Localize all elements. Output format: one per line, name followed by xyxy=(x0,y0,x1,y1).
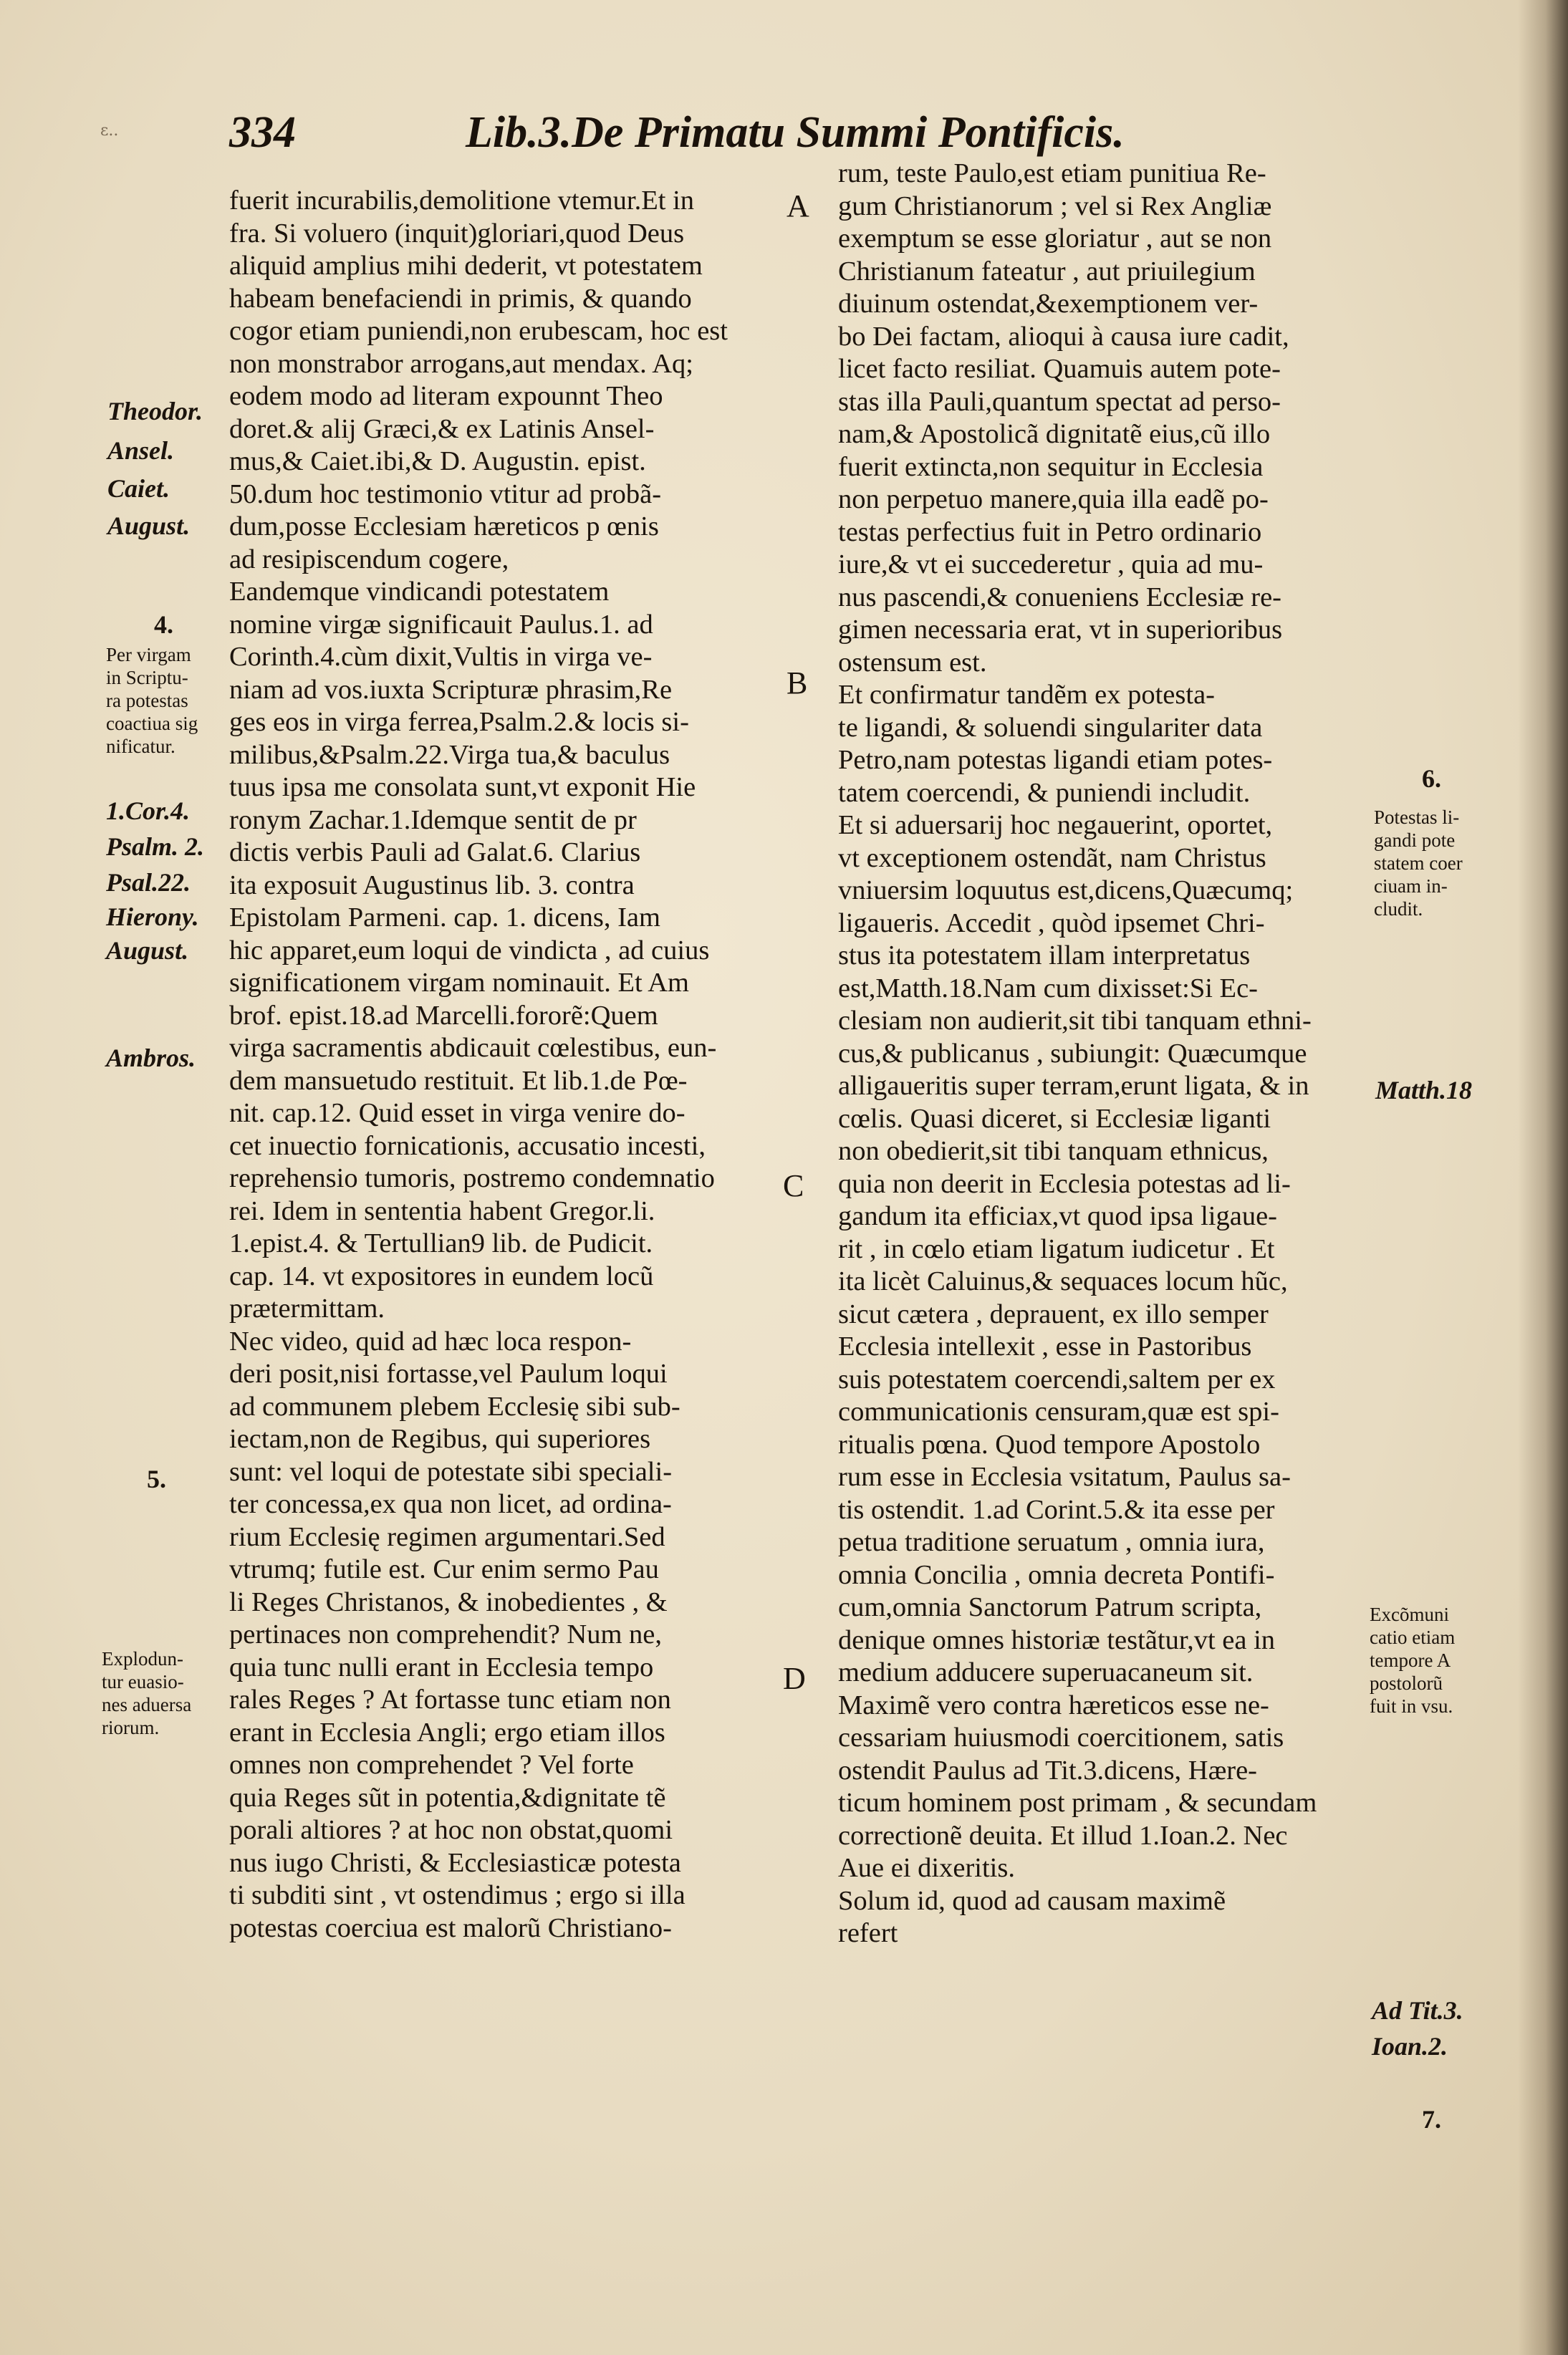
text-line: cœlis. Quasi diceret, si Ecclesiæ liganti xyxy=(838,1103,1271,1134)
margin-ref-hierony: Hierony. xyxy=(106,902,199,931)
text-line: bo Dei factam, alioqui à causa iure cadit, xyxy=(838,321,1289,352)
margin-name-ansel: Ansel. xyxy=(107,436,175,465)
text-line: cogor etiam puniendi,non erubescam, hoc est xyxy=(229,316,728,346)
text-line: stas illa Pauli,quantum spectat ad perso- xyxy=(838,386,1281,417)
text-line: ad resipiscendum cogere, xyxy=(229,544,509,574)
margin-ref-psalm2: Psalm. 2. xyxy=(106,832,205,861)
text-line: omnia Concilia , omnia decreta Pontifi- xyxy=(838,1559,1275,1590)
note-line: statem coer xyxy=(1374,852,1463,874)
text-line: vniuersim loquutus est,dicens,Quæcumq; xyxy=(838,875,1294,905)
note-line: Excõmuni xyxy=(1370,1604,1449,1625)
text-line: gimen necessaria erat, vt in superioribus xyxy=(838,615,1283,645)
text-line: stus ita potestatem illam interpretatus xyxy=(838,940,1251,971)
text-line: porali altiores ? at hoc non obstat,quomi xyxy=(229,1815,673,1845)
note-line: catio etiam xyxy=(1370,1627,1456,1648)
text-line: communicationis censuram,quæ est spi- xyxy=(838,1397,1279,1427)
text-line: ita exposuit Augustinus lib. 3. contra xyxy=(229,870,635,900)
text-line: hic apparet,eum loqui de vindicta , ad cuius xyxy=(229,935,710,965)
text-line: ritualis pœna. Quod tempore Apostolo xyxy=(838,1429,1261,1460)
text-line: potestas coerciua est malorũ Christiano- xyxy=(229,1912,672,1943)
text-line: fra. Si voluero (inquit)gloriari,quod Deus xyxy=(229,218,685,249)
text-line: dem mansuetudo restituit. Et lib.1.de Pœ- xyxy=(229,1065,688,1096)
section-letter-d: D xyxy=(783,1661,806,1696)
text-line: tuus ipsa me consolata sunt,vt exponit Hie xyxy=(229,772,696,802)
text-line: vt exceptionem ostendãt, nam Christus xyxy=(838,842,1266,873)
text-line: diuinum ostendat,&exemptionem ver- xyxy=(838,289,1259,319)
text-line: suis potestatem coercendi,saltem per ex xyxy=(838,1364,1276,1395)
text-line: 50.dum hoc testimonio vtitur ad probã- xyxy=(229,478,662,509)
text-line: erant in Ecclesia Angli; ergo etiam illos xyxy=(229,1717,665,1748)
text-line: non monstrabor arrogans,aut mendax. Aq; xyxy=(229,348,693,379)
text-line: licet facto resiliat. Quamuis autem pote- xyxy=(838,354,1281,384)
text-line: reprehensio tumoris, postremo condemnatio xyxy=(229,1163,715,1193)
text-line: cum,omnia Sanctorum Patrum scripta, xyxy=(838,1592,1262,1622)
text-line: est,Matth.18.Nam cum dixisset:Si Ec- xyxy=(838,973,1258,1003)
text-line: ter concessa,ex qua non licet, ad ordina- xyxy=(229,1489,672,1519)
text-line: rit , in cœlo etiam ligatum iudicetur . Et xyxy=(838,1233,1275,1264)
running-title: Lib.3.De Primatu Summi Pontificis. xyxy=(466,108,1125,157)
text-line: tis ostendit. 1.ad Corint.5.& ita esse per xyxy=(838,1494,1275,1525)
margin-ref-matth: Matth.18 xyxy=(1375,1076,1473,1104)
text-line: correctionẽ deuita. Et illud 1.Ioan.2. Nec xyxy=(838,1820,1288,1851)
note-line: nes aduersa xyxy=(102,1694,192,1715)
text-line: Corinth.4.cùm dixit,Vultis in virga ve- xyxy=(229,642,653,672)
margin-name-theodor: Theodor. xyxy=(107,397,203,425)
text-line: iure,& vt ei succederetur , quia ad mu- xyxy=(838,549,1264,579)
note-line: ra potestas xyxy=(106,690,188,711)
note-line: tur euasio- xyxy=(102,1671,184,1692)
text-line: ticum hominem post primam , & secundam xyxy=(838,1788,1317,1818)
text-line: nit. cap.12. Quid esset in virga venire do- xyxy=(229,1098,686,1128)
note-line: riorum. xyxy=(102,1717,160,1738)
text-line: medium adducere superuacaneum sit. xyxy=(838,1657,1254,1687)
text-line: Et confirmatur tandẽm ex potesta- xyxy=(838,680,1215,710)
text-line: Epistolam Parmeni. cap. 1. dicens, Iam xyxy=(229,902,660,933)
section-letter-a: A xyxy=(787,188,809,223)
text-line: omnes non comprehendet ? Vel forte xyxy=(229,1750,634,1780)
text-line: Aue ei dixeritis. xyxy=(838,1853,1015,1883)
text-line: rium Ecclesię regimen argumentari.Sed xyxy=(229,1521,665,1552)
text-line: petua traditione seruatum , omnia iura, xyxy=(838,1527,1265,1557)
text-line: ronym Zachar.1.Idemque sentit de pr xyxy=(229,804,637,835)
text-line: nus iugo Christi, & Ecclesiasticæ potesta xyxy=(229,1847,681,1878)
margin-name-august: August. xyxy=(107,511,191,540)
text-line: prætermittam. xyxy=(229,1294,385,1324)
text-line: te ligandi, & soluendi singulariter data xyxy=(838,712,1263,743)
text-line: rum esse in Ecclesia vsitatum, Paulus sa- xyxy=(838,1462,1291,1492)
margin-ref-cor: 1.Cor.4. xyxy=(106,796,191,825)
text-line: quia Reges sũt in potentia,&dignitate tẽ xyxy=(229,1782,666,1813)
text-line: ges eos in virga ferrea,Psalm.2.& locis si- xyxy=(229,707,689,737)
text-line: quia non deerit in Ecclesia potestas ad li- xyxy=(838,1168,1291,1199)
text-line: milibus,&Psalm.22.Virga tua,& baculus xyxy=(229,739,670,770)
text-line: gum Christianorum ; vel si Rex Angliæ xyxy=(838,191,1272,221)
text-line: fuerit extincta,non sequitur in Ecclesia xyxy=(838,451,1264,482)
margin-number-4: 4. xyxy=(154,610,173,639)
text-line: cap. 14. vt expositores in eundem locũ xyxy=(229,1261,654,1291)
text-line: ita licèt Caluinus,& sequaces locum hũc, xyxy=(838,1266,1288,1296)
text-line: tatem coercendi, & puniendi includit. xyxy=(838,777,1251,808)
text-line: nomine virgæ significauit Paulus.1. ad xyxy=(229,609,653,640)
note-line: fuit in vsu. xyxy=(1370,1695,1453,1717)
margin-number-5: 5. xyxy=(147,1465,166,1493)
text-line: ostensum est. xyxy=(838,647,987,678)
text-line: alligaueritis super terram,erunt ligata, & in xyxy=(838,1071,1309,1101)
text-line: Christianum fateatur , aut priuilegium xyxy=(838,256,1256,286)
note-line: tempore A xyxy=(1370,1650,1451,1671)
note-line: ciuam in- xyxy=(1374,875,1448,897)
text-line: mus,& Caiet.ibi,& D. Augustin. epist. xyxy=(229,446,646,476)
margin-name-caiet: Caiet. xyxy=(107,474,170,503)
text-line: cus,& publicanus , subiungit: Quæcumque xyxy=(838,1038,1307,1069)
page-number: 334 xyxy=(229,108,296,157)
note-line: in Scriptu- xyxy=(106,667,188,688)
margin-number-7: 7. xyxy=(1422,2105,1441,2134)
text-line: pertinaces non comprehendit? Num ne, xyxy=(229,1619,663,1650)
text-line: Ecclesia intellexit , esse in Pastoribus xyxy=(838,1331,1252,1362)
text-line: fuerit incurabilis,demolitione vtemur.Et in xyxy=(229,186,695,216)
text-line: Maximẽ vero contra hæreticos esse ne- xyxy=(838,1690,1269,1720)
text-line: habeam benefaciendi in primis, & quando xyxy=(229,283,692,314)
margin-ref-ioan: Ioan.2. xyxy=(1372,2032,1448,2061)
margin-note-explod xyxy=(102,1647,191,1739)
text-line: quia tunc nulli erant in Ecclesia tempo xyxy=(229,1652,654,1682)
text-line: Solum id, quod ad causam maximẽ xyxy=(838,1885,1226,1916)
text-line: virga sacramentis abdicauit cœlestibus, eun- xyxy=(229,1033,717,1063)
text-line: Et si aduersarij hoc negauerint, oportet, xyxy=(838,810,1273,840)
note-line: nificatur. xyxy=(106,736,175,757)
text-line: rei. Idem in sententia habent Gregor.li. xyxy=(229,1195,655,1226)
text-line: rum, teste Paulo,est etiam punitiua Re- xyxy=(838,158,1266,188)
text-line: Nec video, quid ad hæc loca respon- xyxy=(229,1326,632,1357)
text-line: sunt: vel loqui de potestate sibi speciali- xyxy=(229,1456,673,1487)
text-line: nus pascendi,& conueniens Ecclesiæ re- xyxy=(838,582,1282,612)
margin-ref-ambros: Ambros. xyxy=(106,1044,196,1072)
note-line: Per virgam xyxy=(106,644,191,665)
section-letter-b: B xyxy=(787,665,808,700)
note-line: Explodun- xyxy=(102,1648,183,1670)
text-line: clesiam non audierit,sit tibi tanquam ethni- xyxy=(838,1006,1312,1036)
text-line: iectam,non de Regibus, qui superiores xyxy=(229,1424,651,1454)
margin-note-virga xyxy=(106,643,198,758)
margin-note-excom xyxy=(1370,1603,1455,1718)
note-line: Potestas li- xyxy=(1374,806,1460,828)
text-line: ad communem plebem Ecclesię sibi sub- xyxy=(229,1391,680,1422)
text-line: ligaueris. Accedit , quòd ipsemet Chri- xyxy=(838,907,1265,938)
text-line: 1.epist.4. & Tertullian9 lib. de Pudicit. xyxy=(229,1228,653,1258)
text-line: non perpetuo manere,quia illa eadẽ po- xyxy=(838,484,1269,514)
corner-mark: ε.. xyxy=(100,122,119,140)
margin-ref-adtit: Ad Tit.3. xyxy=(1372,1996,1463,2025)
running-header xyxy=(229,100,1203,165)
note-line: gandi pote xyxy=(1374,829,1456,851)
margin-ref-psal22: Psal.22. xyxy=(106,868,191,897)
text-line: exemptum se esse gloriatur , aut se non xyxy=(838,223,1272,254)
text-line: aliquid amplius mihi dederit, vt potestatem xyxy=(229,251,703,281)
left-text-column xyxy=(229,185,759,1945)
text-line: dictis verbis Pauli ad Galat.6. Clarius xyxy=(229,837,641,867)
text-line: non obedierit,sit tibi tanquam ethnicus, xyxy=(838,1136,1269,1166)
note-line: coactiua sig xyxy=(106,713,198,734)
binding-shadow xyxy=(1518,0,1568,2355)
margin-note-potestas xyxy=(1374,806,1463,920)
text-line: brof. epist.18.ad Marcelli.fororẽ:Quem xyxy=(229,1000,658,1031)
text-line: gandum ita efficiax,vt quod ipsa ligaue- xyxy=(838,1201,1277,1231)
text-line: vtrumq; futile est. Cur enim sermo Pau xyxy=(229,1554,659,1584)
right-text-column xyxy=(838,158,1368,1950)
text-line: rales Reges ? At fortasse tunc etiam non xyxy=(229,1685,671,1715)
text-line: ostendit Paulus ad Tit.3.dicens, Hære- xyxy=(838,1755,1257,1786)
text-line: dum,posse Ecclesiam hæreticos p œnis xyxy=(229,511,659,541)
text-line: niam ad vos.iuxta Scripturæ phrasim,Re xyxy=(229,674,673,705)
margin-number-6: 6. xyxy=(1422,764,1441,793)
text-line: eodem modo ad literam expounnt Theo xyxy=(229,381,663,411)
text-line: Petro,nam potestas ligandi etiam potes- xyxy=(838,745,1273,775)
text-line: nam,& Apostolicã dignitatẽ eius,cũ illo xyxy=(838,419,1271,449)
section-letter-c: C xyxy=(783,1168,804,1203)
text-line: Eandemque vindicandi potestatem xyxy=(229,577,610,607)
text-line: cet inuectio fornicationis, accusatio incesti, xyxy=(229,1130,706,1161)
text-line: li Reges Christanos, & inobedientes , & xyxy=(229,1586,668,1617)
text-line: sicut cætera , deprauent, ex illo semper xyxy=(838,1299,1269,1329)
text-line: ti subditi sint , vt ostendimus ; ergo si illa xyxy=(229,1880,686,1910)
text-line: denique omnes historiæ testãtur,vt ea in xyxy=(838,1624,1276,1655)
text-line: testas perfectius fuit in Petro ordinario xyxy=(838,516,1262,547)
text-line: doret.& alij Græci,& ex Latinis Ansel- xyxy=(229,413,655,444)
text-line: deri posit,nisi fortasse,vel Paulum loqui xyxy=(229,1359,668,1389)
margin-ref-august: August. xyxy=(106,936,189,965)
note-line: cludit. xyxy=(1374,898,1423,920)
note-line: postolorũ xyxy=(1370,1672,1443,1694)
text-line: cessariam huiusmodi coercitionem, satis xyxy=(838,1723,1284,1753)
text-line: refert xyxy=(838,1918,898,1948)
text-line: significationem virgam nominauit. Et Am xyxy=(229,968,689,998)
